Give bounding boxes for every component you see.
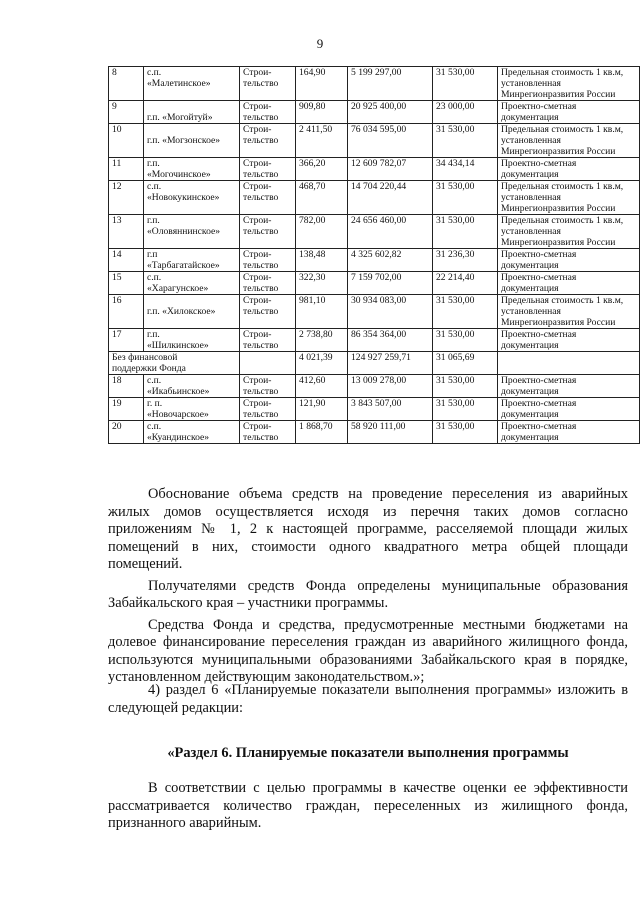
municipality-name xyxy=(144,101,240,124)
municipality-name xyxy=(144,421,240,444)
municipality-line: «Могочинское» xyxy=(147,169,211,180)
table-row xyxy=(109,272,640,295)
municipality-line: «Харагунское» xyxy=(147,283,209,294)
note-line: Предельная стоимость 1 кв.м, xyxy=(501,215,624,226)
municipality-line: с.п. xyxy=(147,181,162,192)
note-line: документация xyxy=(501,409,559,420)
empty-cell xyxy=(240,352,296,375)
municipality-line: с.п. xyxy=(147,67,162,78)
note-line: Минрегионразвития России xyxy=(501,203,616,214)
work-type-line: Строи- xyxy=(243,124,272,135)
municipality-line: г.п. xyxy=(147,329,160,340)
paragraph-section-6 xyxy=(108,780,628,833)
cost-basis-note xyxy=(498,295,640,329)
municipality-line: «Оловяннинское» xyxy=(147,226,221,237)
row-number: 13 xyxy=(109,215,144,249)
work-type-line: Строи- xyxy=(243,158,272,169)
work-type-line: тельство xyxy=(243,306,279,317)
housing-table xyxy=(108,66,640,444)
cost-value: 5 199 297,00 xyxy=(348,67,433,101)
row-number: 15 xyxy=(109,272,144,295)
note-line: установленная xyxy=(501,135,561,146)
work-type-line: тельство xyxy=(243,260,279,271)
work-type xyxy=(240,375,296,398)
municipality-line: с.п. xyxy=(147,272,162,283)
price-per-sqm: 22 214,40 xyxy=(433,272,498,295)
municipality-line: «Шилкинское» xyxy=(147,340,209,351)
work-type-line: тельство xyxy=(243,135,279,146)
row-number: 20 xyxy=(109,421,144,444)
cost-basis-note xyxy=(498,398,640,421)
cost-basis-note xyxy=(498,375,640,398)
price-per-sqm: 34 434,14 xyxy=(433,158,498,181)
table-row xyxy=(109,215,640,249)
cost-basis-note xyxy=(498,329,640,352)
row-number: 10 xyxy=(109,124,144,158)
note-line: документация xyxy=(501,432,559,443)
work-type xyxy=(240,295,296,329)
area-value: 981,10 xyxy=(296,295,348,329)
municipality-name xyxy=(144,215,240,249)
cost-value: 3 843 507,00 xyxy=(348,398,433,421)
price-per-sqm: 31 530,00 xyxy=(433,181,498,215)
municipality-line: «Малетинское» xyxy=(147,78,211,89)
note-line: Проектно-сметная xyxy=(501,421,577,432)
cost-basis-note xyxy=(498,421,640,444)
municipality-line: «Новочарское» xyxy=(147,409,209,420)
area-value: 366,20 xyxy=(296,158,348,181)
area-value: 1 868,70 xyxy=(296,421,348,444)
municipality-line: «Икабьинское» xyxy=(147,386,210,397)
summary-row xyxy=(109,352,640,375)
note-line: Проектно-сметная xyxy=(501,272,577,283)
summary-label xyxy=(109,352,240,375)
note-line: установленная xyxy=(501,306,561,317)
note-line: установленная xyxy=(501,78,561,89)
note-line: установленная xyxy=(501,192,561,203)
note-line: Предельная стоимость 1 кв.м, xyxy=(501,124,624,135)
work-type-line: Строи- xyxy=(243,249,272,260)
cost-value: 20 925 400,00 xyxy=(348,101,433,124)
cost-basis-note xyxy=(498,67,640,101)
note-line: документация xyxy=(501,260,559,271)
table-row xyxy=(109,249,640,272)
cost-value: 76 034 595,00 xyxy=(348,124,433,158)
municipality-name xyxy=(144,329,240,352)
work-type-line: тельство xyxy=(243,340,279,351)
work-type xyxy=(240,398,296,421)
work-type xyxy=(240,158,296,181)
row-number: 9 xyxy=(109,101,144,124)
table-row xyxy=(109,295,640,329)
work-type-line: Строи- xyxy=(243,329,272,340)
municipality-line: с.п. xyxy=(147,421,162,432)
table-row xyxy=(109,398,640,421)
page-number: 9 xyxy=(316,36,324,51)
cost-value: 86 354 364,00 xyxy=(348,329,433,352)
work-type-line: Строи- xyxy=(243,101,272,112)
work-type-line: тельство xyxy=(243,169,279,180)
work-type-line: Строи- xyxy=(243,375,272,386)
cost-basis-note xyxy=(498,181,640,215)
note-line: Минрегионразвития России xyxy=(501,146,616,157)
paragraph: Получателями средств Фонда определены муниципальные образования Забайкальского края – участники программы. xyxy=(108,577,628,611)
note-line: Проектно-сметная xyxy=(501,398,577,409)
work-type-line: Строи- xyxy=(243,295,272,306)
work-type xyxy=(240,67,296,101)
cost-value: 13 009 278,00 xyxy=(348,375,433,398)
municipality-line xyxy=(147,295,236,306)
work-type-line: Строи- xyxy=(243,421,272,432)
row-number: 14 xyxy=(109,249,144,272)
paragraph-item-4 xyxy=(108,682,628,717)
cost-basis-note xyxy=(498,124,640,158)
work-type-line: Строи- xyxy=(243,67,272,78)
area-value: 121,90 xyxy=(296,398,348,421)
note-line: Предельная стоимость 1 кв.м, xyxy=(501,67,624,78)
cost-value: 30 934 083,00 xyxy=(348,295,433,329)
area-value: 2 411,50 xyxy=(296,124,348,158)
price-per-sqm: 31 530,00 xyxy=(433,124,498,158)
price-per-sqm: 31 530,00 xyxy=(433,329,498,352)
price-per-sqm: 31 530,00 xyxy=(433,421,498,444)
municipality-name xyxy=(144,295,240,329)
summary-area: 4 021,39 xyxy=(296,352,348,375)
municipality-name xyxy=(144,272,240,295)
row-number: 8 xyxy=(109,67,144,101)
work-type-line: тельство xyxy=(243,192,279,203)
work-type-line: тельство xyxy=(243,432,279,443)
work-type xyxy=(240,215,296,249)
work-type-line: Строи- xyxy=(243,181,272,192)
note-line: Проектно-сметная xyxy=(501,249,577,260)
note-line: Минрегионразвития России xyxy=(501,237,616,248)
table-row xyxy=(109,421,640,444)
row-number: 18 xyxy=(109,375,144,398)
price-per-sqm: 31 236,30 xyxy=(433,249,498,272)
summary-label-line: поддержки Фонда xyxy=(112,363,186,374)
area-value: 2 738,80 xyxy=(296,329,348,352)
note-line: документация xyxy=(501,386,559,397)
summary-label-line: Без финансовой xyxy=(112,352,178,363)
work-type-line: тельство xyxy=(243,386,279,397)
empty-cell xyxy=(498,352,640,375)
municipality-line: г.п. «Могойтуй» xyxy=(147,112,213,123)
municipality-line: г.п. «Хилокское» xyxy=(147,306,216,317)
table-row xyxy=(109,124,640,158)
paragraph: Средства Фонда и средства, предусмотренные местными бюджетами на долевое финансирование переселения граждан из аварийного жилищного фонда, используются муниципальными образованиями Забайкальского края в порядке, установленном действующим законодательством.»; xyxy=(108,616,628,685)
cost-basis-note xyxy=(498,215,640,249)
municipality-line: г.п xyxy=(147,249,158,260)
table-row xyxy=(109,181,640,215)
cost-value: 7 159 702,00 xyxy=(348,272,433,295)
area-value: 909,80 xyxy=(296,101,348,124)
note-line: документация xyxy=(501,112,559,123)
municipality-line: «Новокукинское» xyxy=(147,192,220,203)
note-line: Минрегионразвития России xyxy=(501,89,616,100)
row-number: 16 xyxy=(109,295,144,329)
note-line: документация xyxy=(501,283,559,294)
cost-value: 58 920 111,00 xyxy=(348,421,433,444)
price-per-sqm: 31 530,00 xyxy=(433,295,498,329)
section-heading: «Раздел 6. Планируемые показатели выполнения программы xyxy=(167,745,569,761)
cost-basis-note xyxy=(498,101,640,124)
municipality-line xyxy=(147,101,236,112)
work-type-line: тельство xyxy=(243,283,279,294)
note-line: Проектно-сметная xyxy=(501,329,577,340)
note-line: Проектно-сметная xyxy=(501,101,577,112)
municipality-line: г.п. xyxy=(147,215,160,226)
paragraph-funding-basis xyxy=(108,486,628,687)
municipality-line: «Куандинское» xyxy=(147,432,210,443)
work-type xyxy=(240,124,296,158)
price-per-sqm: 23 000,00 xyxy=(433,101,498,124)
work-type-line: тельство xyxy=(243,226,279,237)
municipality-line: «Тарбагатайское» xyxy=(147,260,220,271)
paragraph: Обоснование объема средств на проведение переселения из аварийных жилых домов осуществляется исходя из перечня таких домов согласно приложениям № 1, 2 к настоящей программе, расселяемой площади жилых помещений в них, стоимости одного квадратного метра общей площади помещений. xyxy=(108,486,628,572)
work-type xyxy=(240,181,296,215)
note-line: установленная xyxy=(501,226,561,237)
note-line: Проектно-сметная xyxy=(501,158,577,169)
work-type xyxy=(240,249,296,272)
note-line: Предельная стоимость 1 кв.м, xyxy=(501,295,624,306)
table-row xyxy=(109,329,640,352)
row-number: 11 xyxy=(109,158,144,181)
cost-basis-note xyxy=(498,272,640,295)
price-per-sqm: 31 530,00 xyxy=(433,67,498,101)
cost-value: 14 704 220,44 xyxy=(348,181,433,215)
municipality-name xyxy=(144,249,240,272)
municipality-name xyxy=(144,67,240,101)
municipality-name xyxy=(144,375,240,398)
work-type xyxy=(240,421,296,444)
note-line: Проектно-сметная xyxy=(501,375,577,386)
work-type-line: Строи- xyxy=(243,398,272,409)
paragraph: 4) раздел 6 «Планируемые показатели выполнения программы» изложить в следующей редакции: xyxy=(108,682,628,716)
work-type-line: тельство xyxy=(243,78,279,89)
row-number: 12 xyxy=(109,181,144,215)
municipality-line: с.п. xyxy=(147,375,162,386)
cost-basis-note xyxy=(498,249,640,272)
area-value: 782,00 xyxy=(296,215,348,249)
work-type-line: тельство xyxy=(243,112,279,123)
work-type xyxy=(240,329,296,352)
note-line: Предельная стоимость 1 кв.м, xyxy=(501,181,624,192)
municipality-line: г.п. xyxy=(147,158,160,169)
paragraph: В соответствии с целью программы в качестве оценки ее эффективности рассматривается количество граждан, переселенных из жилищного фонда, признанного аварийным. xyxy=(108,780,628,831)
price-per-sqm: 31 530,00 xyxy=(433,375,498,398)
price-per-sqm: 31 530,00 xyxy=(433,398,498,421)
row-number: 17 xyxy=(109,329,144,352)
municipality-line xyxy=(147,124,236,135)
municipality-name xyxy=(144,124,240,158)
note-line: документация xyxy=(501,340,559,351)
area-value: 164,90 xyxy=(296,67,348,101)
municipality-name xyxy=(144,398,240,421)
municipality-name xyxy=(144,158,240,181)
area-value: 322,30 xyxy=(296,272,348,295)
work-type xyxy=(240,272,296,295)
work-type xyxy=(240,101,296,124)
note-line: Минрегионразвития России xyxy=(501,317,616,328)
cost-value: 4 325 602,82 xyxy=(348,249,433,272)
cost-value: 24 656 460,00 xyxy=(348,215,433,249)
summary-price: 31 065,69 xyxy=(433,352,498,375)
work-type-line: Строи- xyxy=(243,272,272,283)
area-value: 468,70 xyxy=(296,181,348,215)
table-row xyxy=(109,158,640,181)
price-per-sqm: 31 530,00 xyxy=(433,215,498,249)
area-value: 412,60 xyxy=(296,375,348,398)
municipality-name xyxy=(144,181,240,215)
row-number: 19 xyxy=(109,398,144,421)
municipality-line: г. п. xyxy=(147,398,163,409)
work-type-line: Строи- xyxy=(243,215,272,226)
table-row xyxy=(109,101,640,124)
cost-value: 12 609 782,07 xyxy=(348,158,433,181)
municipality-line: г.п. «Могзонское» xyxy=(147,135,221,146)
cost-basis-note xyxy=(498,158,640,181)
area-value: 138,48 xyxy=(296,249,348,272)
note-line: документация xyxy=(501,169,559,180)
table-row xyxy=(109,67,640,101)
summary-cost: 124 927 259,71 xyxy=(348,352,433,375)
table-row xyxy=(109,375,640,398)
work-type-line: тельство xyxy=(243,409,279,420)
